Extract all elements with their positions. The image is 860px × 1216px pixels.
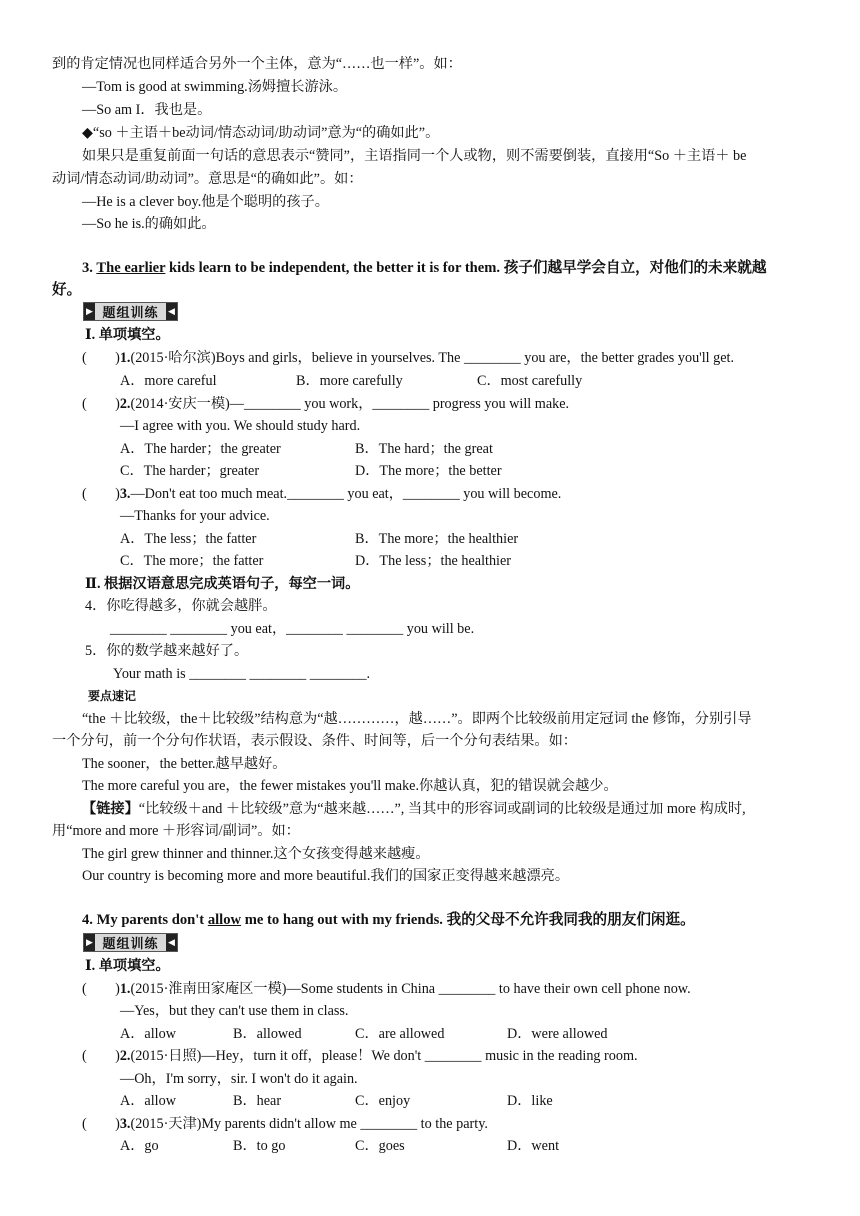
option-a: A．The harder；the greater (120, 441, 281, 457)
section-label: Ⅱ. 根据汉语意思完成英语句子，每空一词。 (85, 576, 360, 592)
question-row: ( )2.(2015·日照)—Hey，turn it off，please！We don't ________ music in the reading room. (82, 1048, 638, 1064)
option-a: A．more careful (120, 373, 217, 389)
text-line: —So am I．我也是。 (82, 102, 212, 118)
option-a: A．The less；the fatter (120, 531, 257, 547)
text-line: —So he is.的确如此。 (82, 216, 216, 232)
option-d: D．went (507, 1138, 560, 1154)
question-line: —Yes，but they can't use them in class. (120, 1003, 349, 1019)
option-d: D．The more；the better (355, 463, 502, 479)
text-line: The girl grew thinner and thinner.这个女孩变得越来越瘦。 (82, 846, 430, 862)
option-c: C．are allowed (355, 1026, 445, 1042)
text-line: —Tom is good at swimming.汤姆擅长游泳。 (82, 79, 348, 95)
question-line: —I agree with you. We should study hard. (120, 418, 361, 434)
question-row: 4．你吃得越多，你就会越胖。 (85, 598, 277, 614)
question-line: —Oh，I'm sorry，sir. I won't do it again. (120, 1071, 358, 1087)
section-3-heading-cont: 好。 (52, 282, 82, 298)
option-c: C．The more；the fatter (120, 553, 264, 569)
answer-line: ________ ________ you eat，________ ________ you will be. (110, 621, 475, 637)
question-row: 5．你的数学越来越好了。 (85, 643, 249, 659)
text-line: 到的肯定情况也同样适合另外一个主体，意为“……也一样”。如： (52, 56, 462, 72)
text-line: The more careful you are，the fewer mistakes you'll make.你越认真，犯的错误就会越少。 (82, 778, 618, 794)
text-line: 用“more and more ＋形容词/副词”。如： (52, 823, 300, 839)
option-b: B．to go (233, 1138, 286, 1154)
answer-line: Your math is ________ ________ ________. (113, 666, 371, 682)
option-b: B．more carefully (296, 373, 403, 389)
back-icon: ◀ (166, 934, 177, 951)
question-row: ( )3.—Don't eat too much meat.________ you eat，________ you will become. (82, 486, 562, 502)
section-4-heading: 4. My parents don't allow me to hang out with my friends. 我的父母不允许我同我的朋友们闲逛。 (82, 912, 695, 928)
text-line: Our country is becoming more and more beautiful.我们的国家正变得越来越漂亮。 (82, 868, 570, 884)
key-points-label: 要点速记 (88, 689, 137, 703)
option-b: B．The more；the healthier (355, 531, 519, 547)
option-d: D．like (507, 1093, 553, 1109)
option-d: D．were allowed (507, 1026, 608, 1042)
option-d: D．The less；the healthier (355, 553, 512, 569)
section-label: Ⅰ. 单项填空。 (85, 958, 170, 974)
section-3-heading: 3. The earlier kids learn to be independent, the better it is for them. 孩子们越早学会自立，对他们的未来就越 (82, 260, 767, 276)
option-c: C．goes (355, 1138, 405, 1154)
play-icon: ▶ (84, 934, 95, 951)
question-row: ( )1.(2015·淮南田家庵区一模)—Some students in China ________ to have their own cell phone now. (82, 981, 691, 997)
question-row: ( )2.(2014·安庆一模)—________ you work，________ progress you will make. (82, 396, 570, 412)
option-b: B．The hard；the great (355, 441, 493, 457)
option-b: B．hear (233, 1093, 282, 1109)
text-line: 一个分句，前一个分句作状语，表示假设、条件、时间等，后一个分句表结果。如： (52, 733, 577, 749)
text-line: 【链接】“比较级＋and ＋比较级”意为“越来越……”, 当其中的形容词或副词的比较级是通过加 more 构成时, (82, 801, 746, 817)
question-row: ( )3.(2015·天津)My parents didn't allow me ________ to the party. (82, 1116, 488, 1132)
question-row: ( )1.(2015·哈尔滨)Boys and girls，believe in yourselves. The ________ you are，the better grades you'll get. (82, 350, 735, 366)
option-a: A．go (120, 1138, 159, 1154)
text-line: ◆“so ＋主语＋be动词/情态动词/助动词”意为“的确如此”。 (82, 125, 440, 141)
practice-banner: ▶ 题组训练 ◀ (83, 302, 178, 321)
option-a: A．allow (120, 1093, 176, 1109)
option-c: C．The harder；greater (120, 463, 260, 479)
back-icon: ◀ (166, 303, 177, 320)
text-line: 动词/情态动词/助动词”。意思是“的确如此”。如： (52, 171, 363, 187)
text-line: The sooner，the better.越早越好。 (82, 756, 287, 772)
question-line: —Thanks for your advice. (120, 508, 270, 524)
section-label: Ⅰ. 单项填空。 (85, 327, 170, 343)
practice-banner: ▶ 题组训练 ◀ (83, 933, 178, 952)
option-c: C．enjoy (355, 1093, 411, 1109)
text-line: “the ＋比较级，the＋比较级”结构意为“越…………，越……”。即两个比较级前用定冠词 the 修饰，分别引导 (82, 711, 752, 727)
option-b: B．allowed (233, 1026, 302, 1042)
play-icon: ▶ (84, 303, 95, 320)
text-line: —He is a clever boy.他是个聪明的孩子。 (82, 194, 329, 210)
text-line: 如果只是重复前面一句话的意思表示“赞同”，主语指同一个人或物，则不需要倒装，直接用“So ＋主语＋ be (82, 148, 747, 164)
option-a: A．allow (120, 1026, 176, 1042)
option-c: C．most carefully (477, 373, 583, 389)
